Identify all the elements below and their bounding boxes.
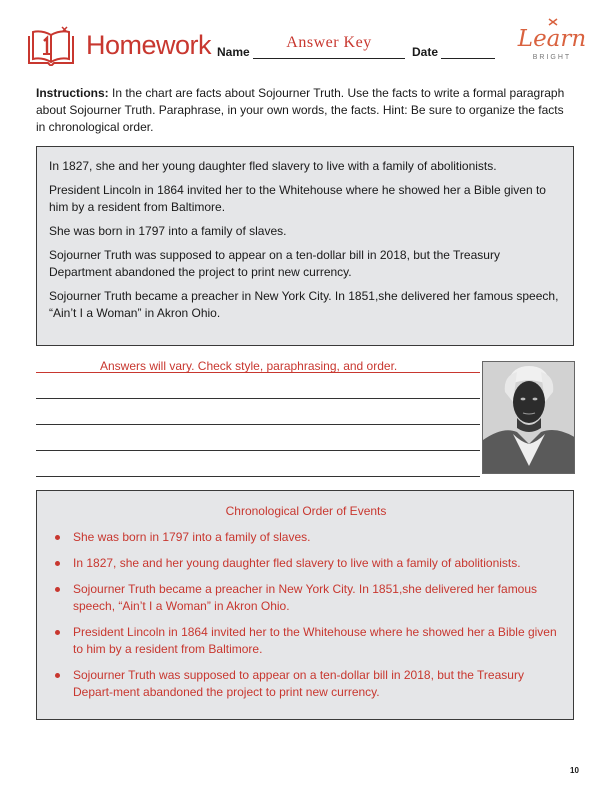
list-item — [55, 529, 567, 546]
logo-subtext: BRIGHT — [532, 54, 572, 61]
answer-line[interactable] — [36, 373, 480, 399]
fact-item: In 1827, she and her young daughter fled slavery to live with a family of abolitionists. — [49, 159, 497, 173]
learn-bright-logo — [516, 24, 588, 72]
instructions-label: Instructions: — [36, 86, 109, 100]
fact-item: Sojourner Truth became a preacher in New York City. In 1851,she delivered her famous speech, “Ain’t I a Woman” in Akron Ohio. — [49, 289, 559, 320]
bullet-icon — [55, 630, 60, 635]
list-item — [55, 624, 567, 658]
list-item — [55, 581, 567, 615]
answer-line[interactable] — [36, 425, 480, 451]
bullet-icon — [55, 673, 60, 678]
fact-item: Sojourner Truth was supposed to appear on a ten-dollar bill in 2018, but the Treasury Department abandoned the project to print new currency. — [49, 248, 500, 279]
date-field-line[interactable] — [441, 58, 495, 59]
bullet-icon — [55, 535, 60, 540]
name-field-line[interactable] — [253, 58, 405, 59]
portrait-engraving — [483, 362, 575, 474]
answer-line[interactable] — [36, 451, 480, 477]
page-number: 10 — [570, 766, 579, 775]
fact-item: President Lincoln in 1864 invited her to the Whitehouse where he showed her a Bible given to him by a resident from Baltimore. — [49, 183, 546, 214]
instructions — [36, 85, 576, 136]
name-label: Name — [217, 45, 250, 59]
fact-item: She was born in 1797 into a family of slaves. — [49, 224, 287, 238]
list-item — [55, 555, 567, 572]
answer-text: Answers will vary. Check style, paraphrasing, and order. — [100, 359, 398, 373]
list-item-text: She was born in 1797 into a family of slaves. — [73, 530, 311, 544]
homework-title: Homework — [86, 30, 212, 60]
list-item-text: In 1827, she and her young daughter fled slavery to live with a family of abolitionists. — [73, 556, 521, 570]
answer-line[interactable] — [36, 399, 480, 425]
chronological-order-box — [36, 490, 574, 720]
facts-box — [36, 146, 574, 346]
list-item-text: President Lincoln in 1864 invited her to the Whitehouse where he showed her a Bible given to him by a resident from Baltimore. — [73, 625, 557, 656]
bullet-icon — [55, 561, 60, 566]
bullet-icon — [55, 587, 60, 592]
instructions-text: In the chart are facts about Sojourner Truth. Use the facts to write a formal paragraph about Sojourner Truth. Paraphrase, in your own words, the facts. Hint: Be sure to organize the facts in chronological order. — [36, 86, 565, 134]
list-item-text: Sojourner Truth became a preacher in New York City. In 1851,she delivered her famous speech, “Ain’t I a Woman” in Akron Ohio. — [73, 582, 538, 613]
name-field-value[interactable]: Answer Key — [286, 34, 372, 51]
date-label: Date — [412, 45, 439, 59]
open-book-icon — [26, 26, 76, 66]
answer-area — [36, 360, 480, 477]
answer-line[interactable] — [36, 360, 480, 373]
chronological-list — [55, 529, 567, 710]
logo-text: Learn — [517, 26, 587, 52]
logo-spark-icon — [548, 18, 558, 26]
chronological-order-title: Chronological Order of Events — [225, 504, 387, 518]
sojourner-truth-portrait — [482, 361, 575, 474]
list-item-text: Sojourner Truth was supposed to appear on a ten-dollar bill in 2018, but the Treasury Depart-ment abandoned the project to print new currency. — [73, 668, 524, 699]
page-header — [0, 0, 612, 80]
list-item — [55, 667, 567, 701]
